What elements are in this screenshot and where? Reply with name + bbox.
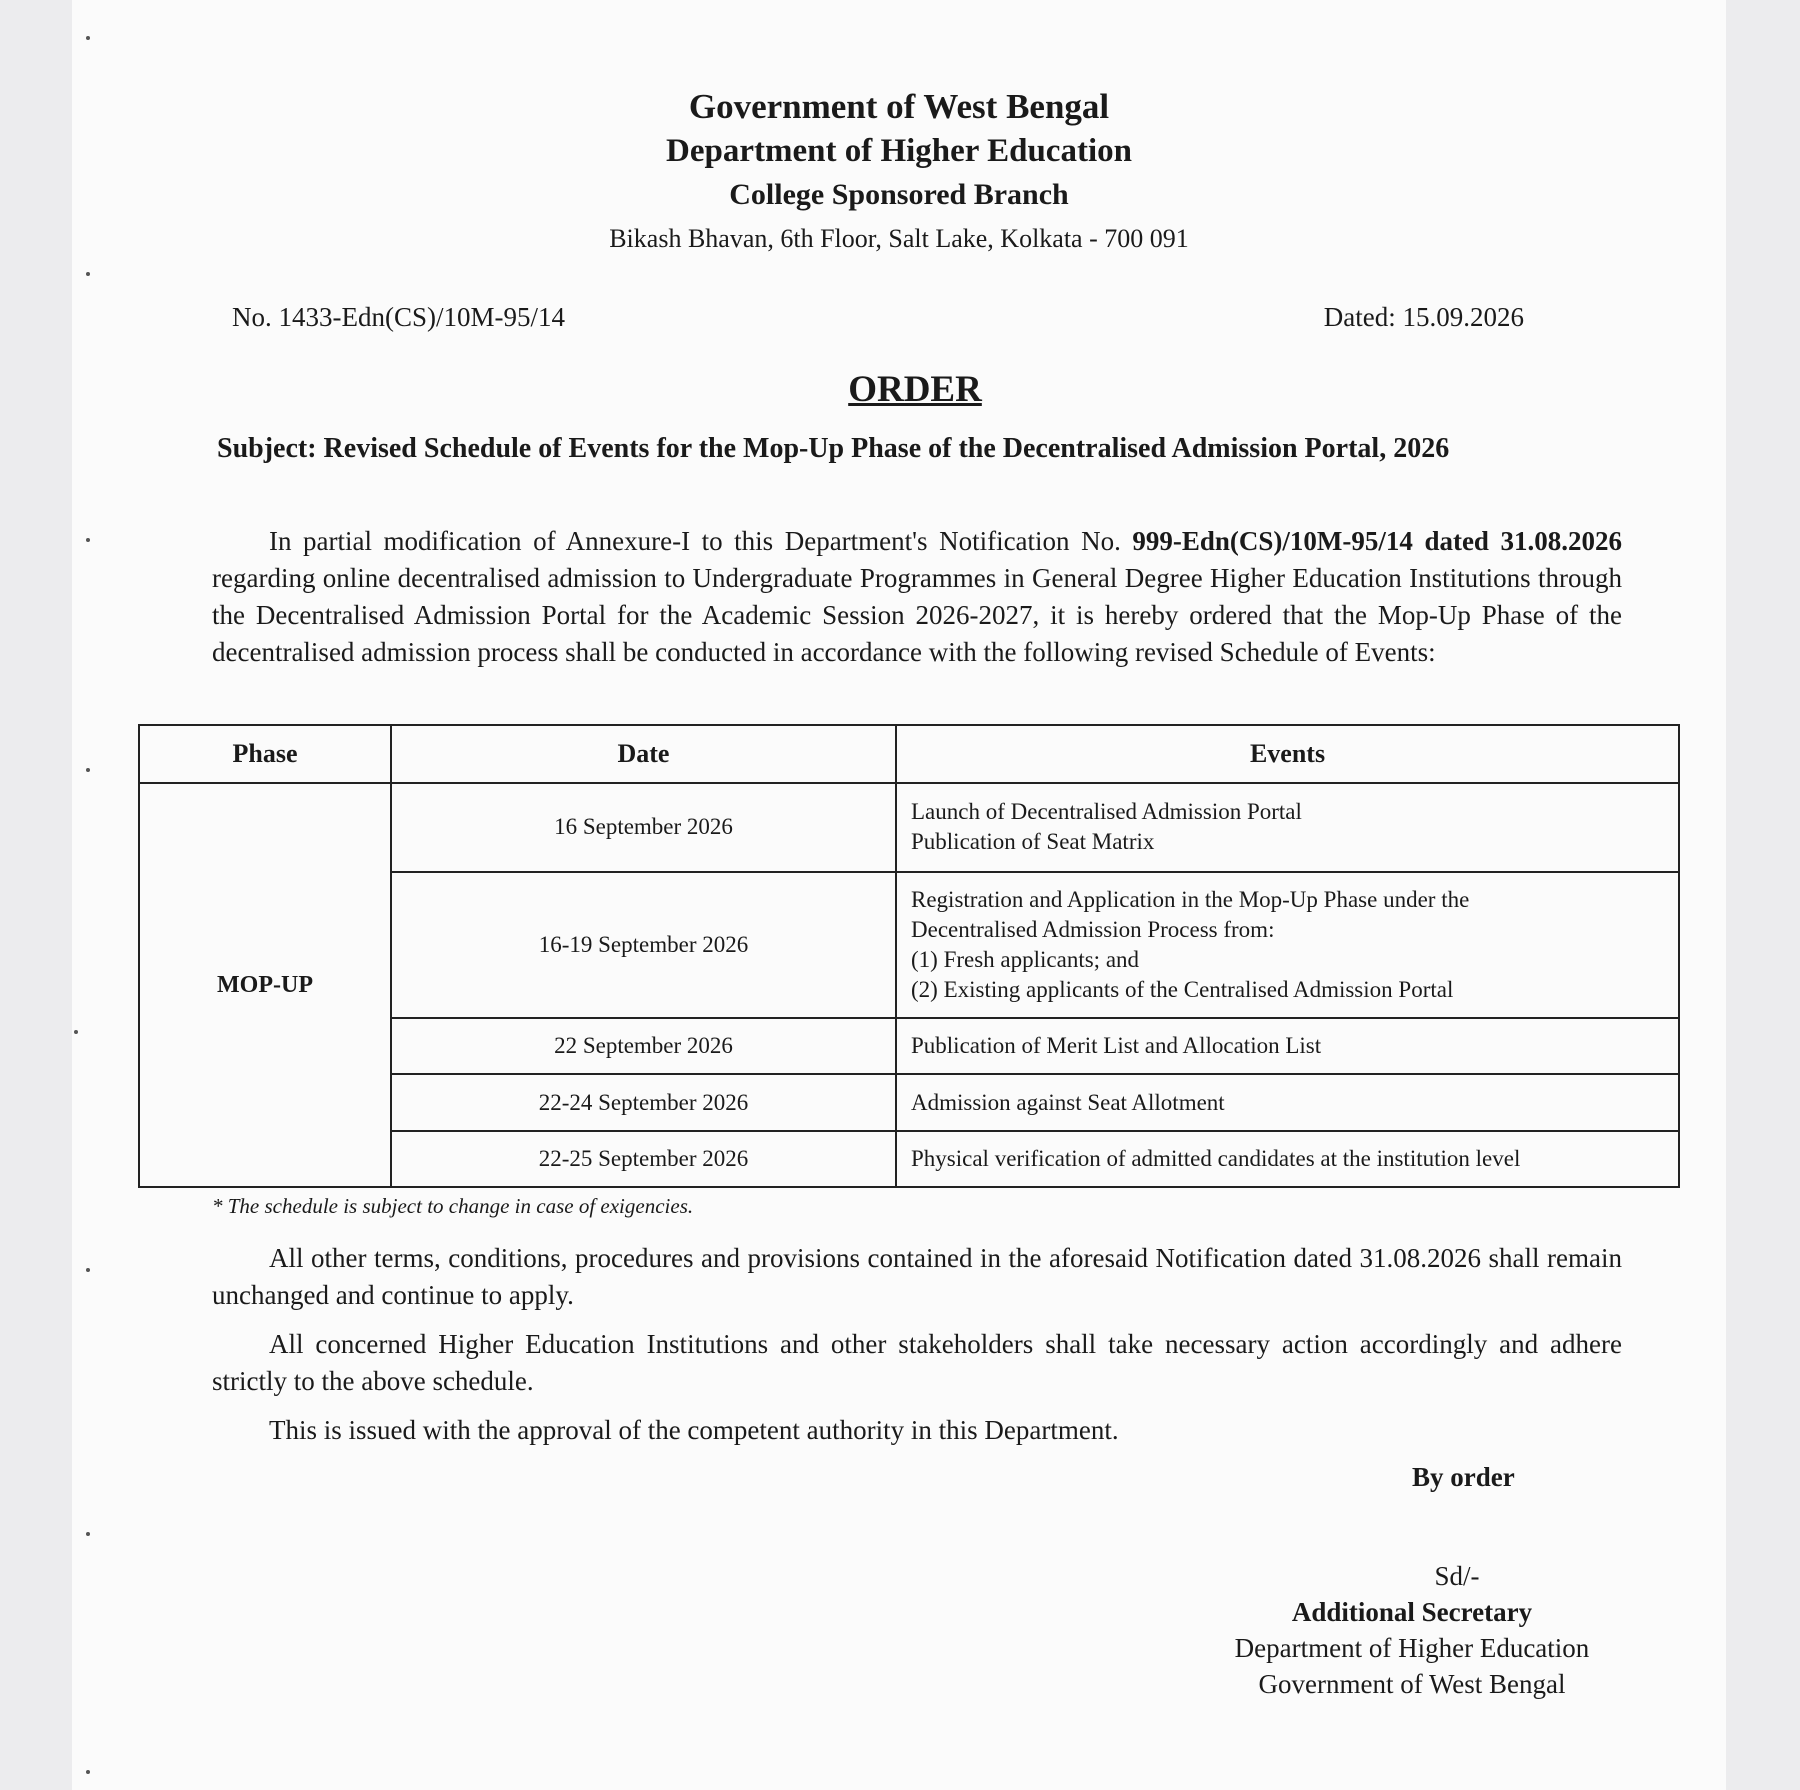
signature-mark: Sd/- (1434, 1561, 1480, 1591)
order-number: No. 1433-Edn(CS)/10M-95/14 (232, 302, 565, 332)
notification-reference: 999-Edn(CS)/10M-95/14 dated 31.08.2026 (1132, 526, 1623, 556)
column-header-phase: Phase (139, 725, 391, 783)
schedule-table (138, 724, 1680, 1188)
event-line: Registration and Application in the Mop-Up Phase under the (911, 886, 1470, 912)
government-name: Government of West Bengal (688, 87, 1110, 126)
intro-text-2: regarding online decentralised admission to Undergraduate Programmes in General Degree Higher Education Institutions through the Decentralised Admission Portal for the Academic Session 2026-2027, it is hereby ordered that the Mop-Up Phase of the decentralised admission process shall be conducted in accordance with the following revised Schedule of Events: (212, 563, 1622, 667)
date-cell: 16 September 2026 (391, 783, 896, 871)
branch-name: College Sponsored Branch (729, 178, 1069, 211)
action-paragraph: All concerned Higher Education Institutions and other stakeholders shall take necessary action accordingly and adhere strictly to the above schedule. (212, 1329, 1622, 1396)
scan-speck (86, 538, 90, 542)
office-address: Bikash Bhavan, 6th Floor, Salt Lake, Kolkata - 700 091 (609, 224, 1189, 253)
column-header-events: Events (896, 725, 1679, 783)
scan-speck (74, 1030, 78, 1034)
date-cell: 22-24 September 2026 (391, 1074, 896, 1130)
continuation-paragraph: All other terms, conditions, procedures and provisions contained in the aforesaid Notification dated 31.08.2026 shall remain unchanged and continue to apply. (212, 1243, 1622, 1310)
table-row (139, 783, 1679, 871)
event-line: Physical verification of admitted candidates at the institution level (911, 1145, 1521, 1171)
scan-speck (86, 1532, 90, 1536)
column-header-date: Date (391, 725, 896, 783)
event-line: (1) Fresh applicants; and (911, 946, 1140, 972)
event-line: Launch of Decentralised Admission Portal (911, 799, 1302, 825)
scan-speck (86, 1770, 90, 1774)
date-cell: 22 September 2026 (391, 1018, 896, 1074)
by-order-label: By order (1412, 1462, 1515, 1492)
events-cell (896, 1131, 1679, 1187)
events-cell (896, 1074, 1679, 1130)
order-date: Dated: 15.09.2026 (1323, 302, 1524, 332)
scan-speck (86, 768, 90, 772)
approval-paragraph: This is issued with the approval of the competent authority in this Department. (269, 1415, 1119, 1445)
date-cell: 16-19 September 2026 (391, 872, 896, 1019)
signatory-designation: Additional Secretary (1291, 1597, 1533, 1627)
event-line: Decentralised Admission Process from: (911, 916, 1275, 942)
subject-line: Subject: Revised Schedule of Events for the Mop-Up Phase of the Decentralised Admission Portal, 2026 (217, 433, 1450, 464)
document-page (72, 0, 1726, 1790)
signatory-department: Department of Higher Education (1234, 1633, 1590, 1663)
event-line: Publication of Seat Matrix (911, 829, 1155, 855)
event-line: Admission against Seat Allotment (911, 1089, 1225, 1115)
scan-speck (86, 272, 90, 276)
signature-block (1162, 1558, 1662, 1702)
date-cell: 22-25 September 2026 (391, 1131, 896, 1187)
signatory-government: Government of West Bengal (1258, 1669, 1566, 1699)
intro-text-1: In partial modification of Annexure-I to this Department's Notification No. (269, 526, 1133, 556)
event-line: (2) Existing applicants of the Centralised Admission Portal (911, 976, 1454, 1002)
table-header-row (139, 725, 1679, 783)
phase-cell: MOP-UP (139, 783, 391, 1187)
events-cell (896, 872, 1679, 1019)
intro-paragraph (212, 523, 1622, 671)
events-cell (896, 783, 1679, 871)
events-cell (896, 1018, 1679, 1074)
department-name: Department of Higher Education (666, 133, 1132, 169)
page-title: ORDER (848, 369, 982, 410)
event-line: Publication of Merit List and Allocation List (911, 1033, 1322, 1059)
letterhead (72, 85, 1726, 261)
scan-speck (86, 1268, 90, 1272)
scan-speck (86, 36, 90, 40)
schedule-footnote: * The schedule is subject to change in case of exigencies. (212, 1194, 694, 1218)
